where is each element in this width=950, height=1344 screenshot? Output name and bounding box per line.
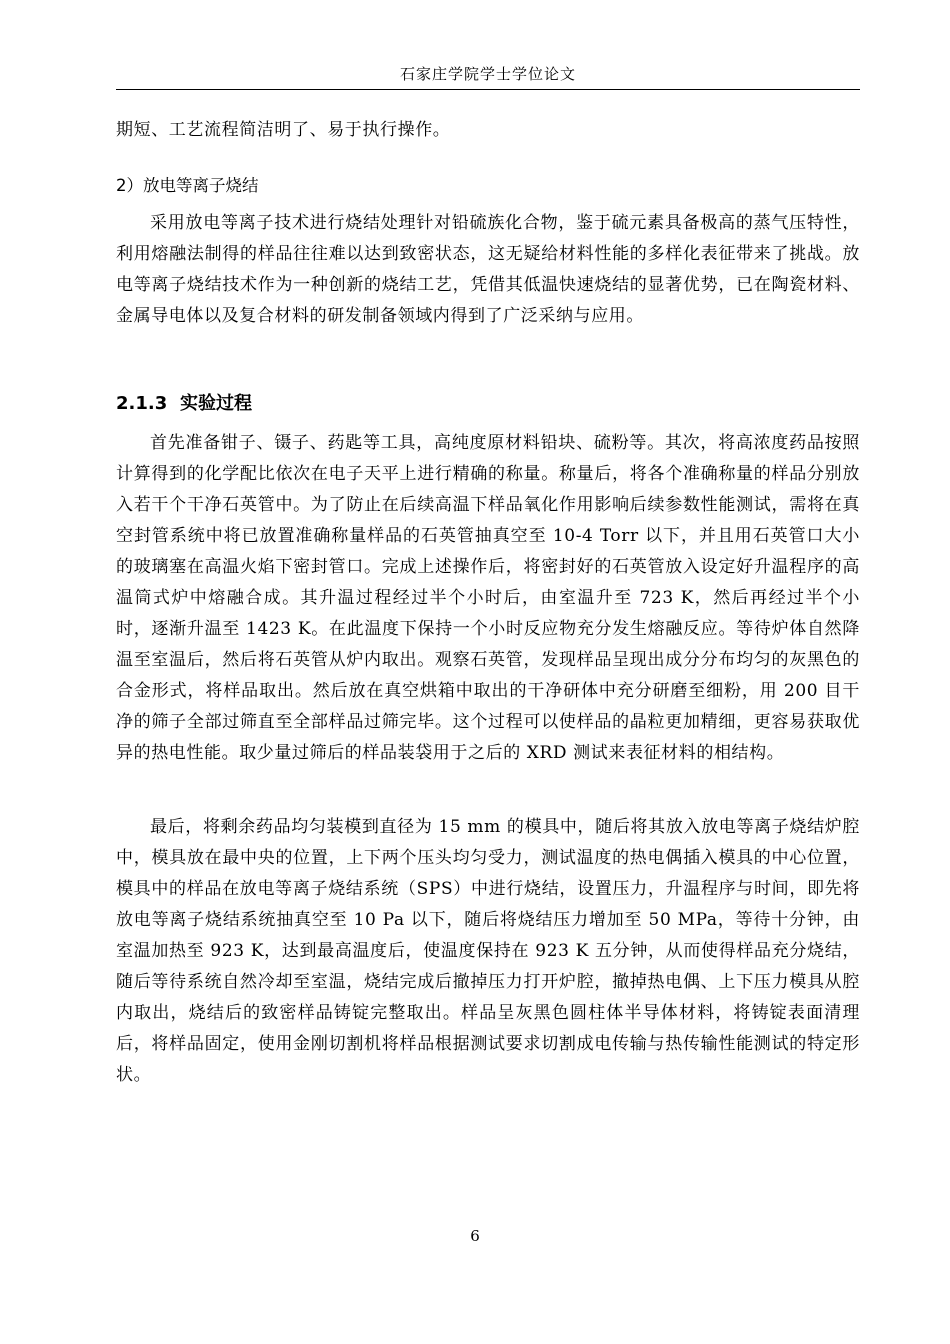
section-heading	[116, 388, 860, 420]
page-number: 6	[470, 1227, 480, 1245]
running-header: 石家庄学院学士学位论文	[399, 65, 576, 83]
subheading-sps: 2）放电等离子烧结	[116, 176, 259, 195]
section-number: 2.1.3	[116, 393, 168, 414]
paragraph-sps: 采用放电等离子技术进行烧结处理针对铅硫族化合物，鉴于硫元素具备极高的蒸气压特性，利用熔融法制得的样品往往难以达到致密状态，这无疑给材料性能的多样化表征带来了挑战。放电等离子烧结技术作为一种创新的烧结工艺，凭借其低温快速烧结的显著优势，已在陶瓷材料、金属导电体以及复合材料的研发制备领域内得到了广泛采纳与应用。	[116, 213, 860, 326]
paragraph-process-2: 最后，将剩余药品均匀装模到直径为 15 mm 的模具中，随后将其放入放电等离子烧结炉腔中，模具放在最中央的位置，上下两个压头均匀受力，测试温度的热电偶插入模具的中心位置，模具中的样品在放电等离子烧结系统（SPS）中进行烧结，设置压力，升温程序与时间，即先将放电等离子烧结系统抽真空至 10 Pa 以下，随后将烧结压力增加至 50 MPa，等待十分钟，由室温加热至 923 K，达到最高温度后，使温度保持在 923 K 五分钟，从而使得样品充分烧结，随后等待系统自然冷却至室温，烧结完成后撤掉压力打开炉腔，撤掉热电偶、上下压力模具从腔内取出，烧结后的致密样品铸锭完整取出。样品呈灰黑色圆柱体半导体材料，将铸锭表面清理后，将样品固定，使用金刚切割机将样品根据测试要求切割成电传输与热传输性能测试的特定形状。	[116, 817, 860, 1085]
paragraph-process-1: 首先准备钳子、镊子、药匙等工具，高纯度原材料铅块、硫粉等。其次，将高浓度药品按照计算得到的化学配比依次在电子天平上进行精确的称量。称量后，将各个准确称量的样品分别放入若干个干净石英管中。为了防止在后续高温下样品氧化作用影响后续参数性能测试，需将在真空封管系统中将已放置准确称量样品的石英管抽真空至 10-4 Torr 以下，并且用石英管口大小的玻璃塞在高温火焰下密封管口。完成上述操作后，将密封好的石英管放入设定好升温程序的高温筒式炉中熔融合成。其升温过程经过半个小时后，由室温升至 723 K，然后再经过半个小时，逐渐升温至 1423 K。在此温度下保持一个小时反应物充分发生熔融反应。等待炉体自然降温至室温后，然后将石英管从炉内取出。观察石英管，发现样品呈现出成分分布均匀的灰黑色的合金形式，将样品取出。然后放在真空烘箱中取出的干净研体中充分研磨至细粉，用 200 目干净的筛子全部过筛直至全部样品过筛完毕。这个过程可以使样品的晶粒更加精细，更容易获取优异的热电性能。取少量过筛后的样品装袋用于之后的 XRD 测试来表征材料的相结构。	[116, 433, 860, 763]
section-title: 实验过程	[180, 393, 252, 414]
header-rule	[116, 89, 860, 90]
continuation-text: 期短、工艺流程简洁明了、易于执行操作。	[116, 120, 451, 140]
